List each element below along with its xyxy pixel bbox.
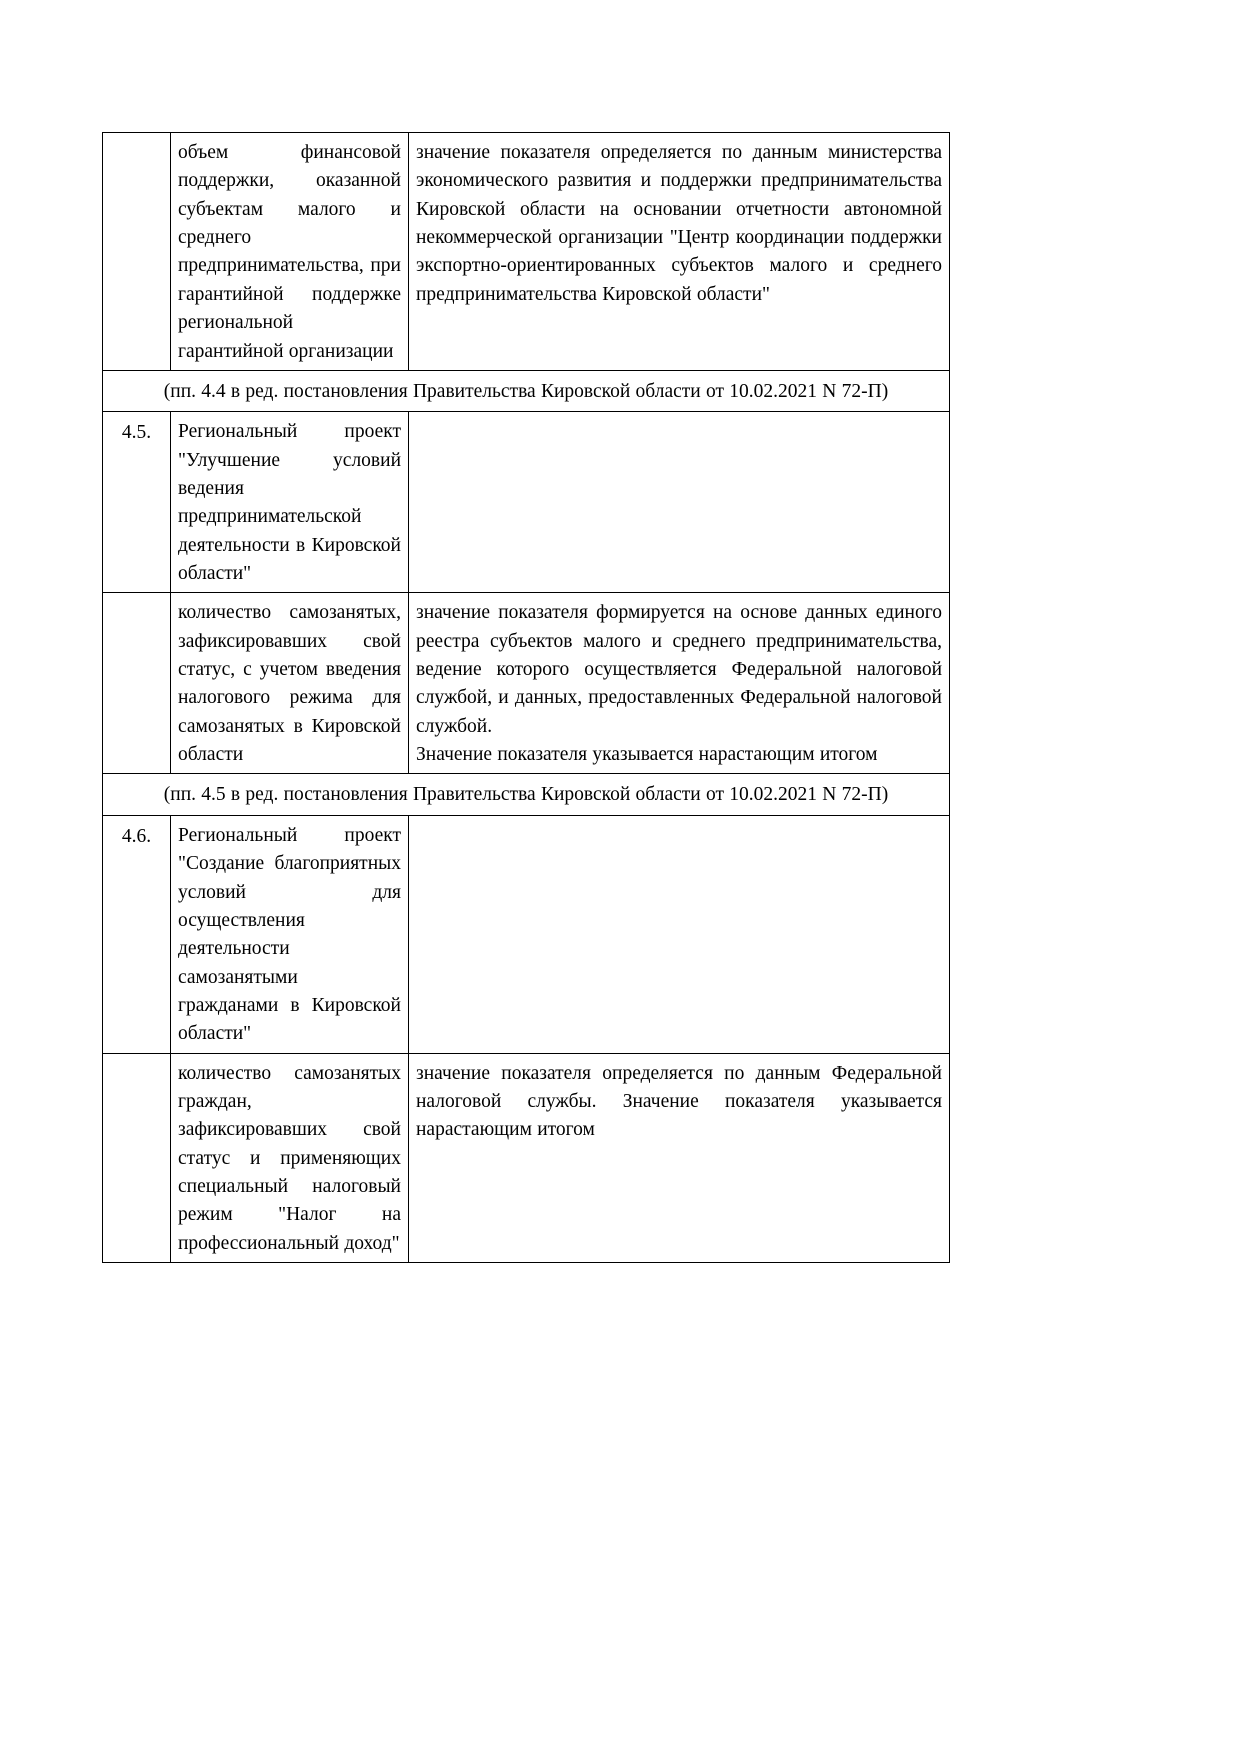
- row-number-cell: [103, 133, 171, 371]
- amendment-note-4-5: (пп. 4.5 в ред. постановления Правительства Кировской области от 10.02.2021 N 72-П): [103, 774, 950, 815]
- amendment-note-4-4: (пп. 4.4 в ред. постановления Правительства Кировской области от 10.02.2021 N 72-П): [103, 370, 950, 411]
- row-number-cell: 4.5.: [103, 412, 171, 593]
- row-name-cell: объем финансовой поддержки, оказанной субъектам малого и среднего предпринимательства, при гарантийной поддержке региональной гарантийной организации: [171, 133, 409, 371]
- indicators-table: [102, 132, 950, 1263]
- table-row: [103, 412, 950, 593]
- row-name-cell: количество самозанятых, зафиксировавших свой статус, с учетом введения налогового режима для самозанятых в Кировской области: [171, 593, 409, 774]
- table-row-note: [103, 774, 950, 815]
- row-name-cell: Региональный проект "Улучшение условий ведения предпринимательской деятельности в Кировской области": [171, 412, 409, 593]
- description-paragraph-1: значение показателя формируется на основе данных единого реестра субъектов малого и среднего предпринимательства, ведение которого осуществляется Федеральной налоговой службой, и данных, предоставленных Федеральной налоговой службой.: [416, 602, 942, 737]
- row-number-cell: 4.6.: [103, 815, 171, 1053]
- table-row: [103, 593, 950, 774]
- table-row-note: [103, 370, 950, 411]
- row-description-cell: значение показателя определяется по данным Федеральной налоговой службы. Значение показателя указывается нарастающим итогом: [409, 1053, 950, 1263]
- row-number-cell: [103, 593, 171, 774]
- row-name-cell: количество самозанятых граждан, зафиксировавших свой статус и применяющих специальный налоговый режим "Налог на профессиональный доход": [171, 1053, 409, 1263]
- table-row: [103, 133, 950, 371]
- table-row: [103, 1053, 950, 1263]
- table-row: [103, 815, 950, 1053]
- description-paragraph-2: Значение показателя указывается нарастающим итогом: [416, 744, 878, 766]
- row-description-cell-empty: [409, 412, 950, 593]
- row-description-cell-empty: [409, 815, 950, 1053]
- row-name-cell: Региональный проект "Создание благоприятных условий для осуществления деятельности самозанятыми гражданами в Кировской области": [171, 815, 409, 1053]
- row-description-cell: значение показателя определяется по данным министерства экономического развития и поддержки предпринимательства Кировской области на основании отчетности автономной некоммерческой организации "Центр координации поддержки экспортно-ориентированных субъектов малого и среднего предпринимательства Кировской области": [409, 133, 950, 371]
- row-description-cell: [409, 593, 950, 774]
- row-number-cell: [103, 1053, 171, 1263]
